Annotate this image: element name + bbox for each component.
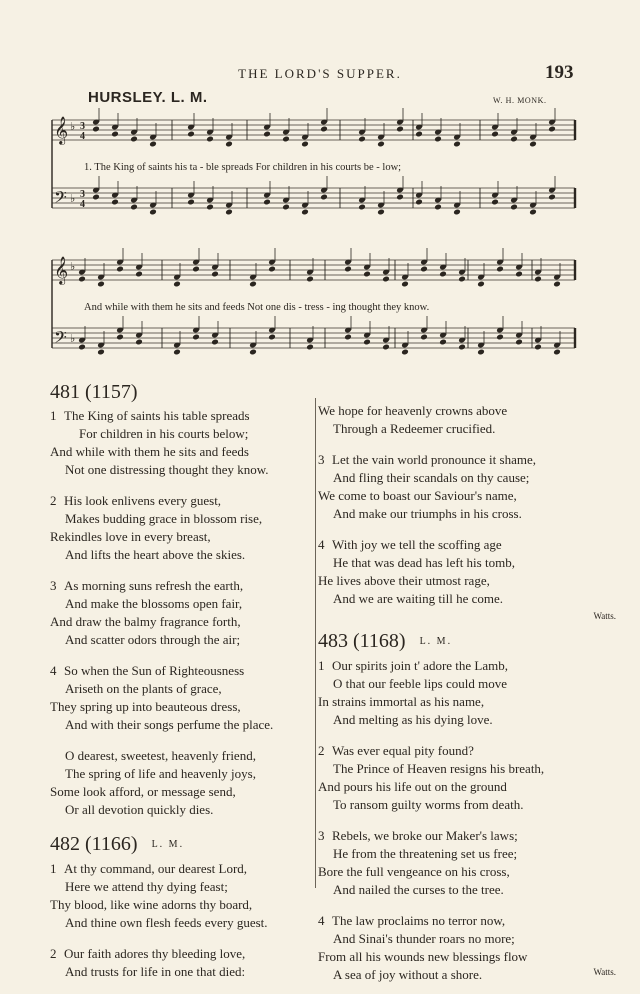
note-head — [344, 266, 352, 273]
note-head — [453, 141, 461, 148]
stanza-number: 3 — [318, 452, 325, 467]
stanza-number: 1 — [318, 658, 325, 673]
note-head — [263, 199, 271, 206]
note-head — [149, 209, 157, 216]
note-head — [206, 204, 214, 211]
note-head — [187, 131, 195, 138]
treble-clef-icon: 𝄞 — [54, 116, 69, 144]
note-head — [111, 131, 119, 138]
verse-line: And make the blossoms open fair, — [65, 596, 243, 611]
verse-line: Some look afford, or message send, — [50, 784, 236, 799]
stanza-number: 1 — [50, 408, 57, 423]
right-column — [318, 402, 618, 985]
note-head — [149, 141, 157, 148]
note-head — [225, 209, 233, 216]
note-head — [510, 136, 518, 143]
tune-name: HURSLEY. L. M. — [88, 89, 208, 106]
note-head — [496, 266, 504, 273]
note-head — [534, 344, 542, 351]
verse-line: As morning suns refresh the earth, — [64, 578, 244, 593]
note-head — [382, 344, 390, 351]
stanza — [50, 492, 350, 564]
stanza-number: 2 — [50, 946, 57, 961]
verse-line: Or all devotion quickly dies. — [65, 802, 214, 817]
note-head — [97, 281, 105, 288]
note-head — [453, 209, 461, 216]
hymn-482-continued — [318, 402, 618, 621]
verse-line: He from the threatening set us free; — [333, 846, 518, 861]
note-head — [401, 281, 409, 288]
note-head — [529, 209, 537, 216]
verse-line: We come to boast our Saviour's name, — [318, 488, 517, 503]
verse-line: Was ever equal pity found? — [332, 743, 474, 758]
note-head — [439, 271, 447, 278]
author-credit: Watts. — [593, 611, 616, 621]
hymn-481 — [50, 380, 350, 819]
time-signature: 3 — [80, 121, 85, 132]
note-head — [477, 281, 485, 288]
note-head — [358, 204, 366, 211]
verse-line: And we are waiting till he come. — [333, 591, 504, 606]
tune-lyric-line-1: 1. The King of saints his ta - ble spreads For children in his courts be - low; — [84, 162, 402, 173]
note-head — [116, 334, 124, 341]
verse-line: O that our feeble lips could move — [333, 676, 508, 691]
note-head — [187, 199, 195, 206]
note-head — [78, 276, 86, 283]
stanza-number: 2 — [50, 493, 57, 508]
note-head — [301, 209, 309, 216]
note-head — [434, 136, 442, 143]
note-head — [97, 349, 105, 356]
stanza — [318, 827, 618, 899]
stanza — [50, 407, 350, 479]
stanza — [50, 747, 350, 819]
verse-line: Not one distressing thought they know. — [65, 462, 269, 477]
hymn-number — [50, 832, 350, 857]
note-head — [301, 141, 309, 148]
note-head — [439, 339, 447, 346]
stanza — [318, 742, 618, 814]
note-head — [78, 344, 86, 351]
hymn-number — [50, 380, 350, 404]
verse-line: And scatter odors through the air; — [65, 632, 241, 647]
note-head — [211, 339, 219, 346]
verse-line: And pours his life out on the ground — [318, 779, 507, 794]
note-head — [130, 204, 138, 211]
verse-line: So when the Sun of Righteousness — [64, 663, 245, 678]
note-head — [415, 199, 423, 206]
hymn-number-text: 482 (1166) — [50, 833, 138, 855]
stanza-number: 4 — [318, 913, 325, 928]
verse-line: In strains immortal as his name, — [318, 694, 485, 709]
verse-line: Ariseth on the plants of grace, — [65, 681, 222, 696]
verse-line: From all his wounds new blessings flow — [318, 949, 528, 964]
stanza-number: 3 — [318, 828, 325, 843]
stanza-number: 3 — [50, 578, 57, 593]
stanza — [50, 945, 350, 981]
hymn-482 — [50, 832, 350, 981]
note-head — [377, 141, 385, 148]
stanza-number: 4 — [318, 537, 325, 552]
verse-line: A sea of joy without a shore. — [333, 967, 483, 982]
composer: W. H. MONK. — [493, 96, 547, 105]
verse-line: He that was dead has left his tomb, — [333, 555, 515, 570]
note-head — [553, 349, 561, 356]
verse-line: They spring up into beauteous dress, — [50, 699, 241, 714]
verse-line: And melting as his dying love. — [333, 712, 493, 727]
verse-line: His look enlivens every guest, — [64, 493, 222, 508]
note-head — [510, 204, 518, 211]
note-head — [515, 271, 523, 278]
note-head — [358, 136, 366, 143]
note-head — [344, 334, 352, 341]
note-head — [130, 136, 138, 143]
verse-line: We hope for heavenly crowns above — [318, 403, 508, 418]
verse-line: And with their songs perfume the place. — [65, 717, 274, 732]
stanza-number: 2 — [318, 743, 325, 758]
tune-lyric-line-2: And while with them he sits and feeds Not one dis - tress - ing thought they know. — [84, 302, 430, 313]
time-signature: 4 — [80, 131, 85, 142]
note-head — [548, 194, 556, 201]
note-head — [382, 276, 390, 283]
note-head — [458, 344, 466, 351]
note-head — [306, 276, 314, 283]
note-head — [268, 266, 276, 273]
note-head — [282, 136, 290, 143]
note-head — [306, 344, 314, 351]
hymn-number-text: 483 (1168) — [318, 630, 406, 652]
verse-line: O dearest, sweetest, heavenly friend, — [65, 748, 256, 763]
note-head — [211, 271, 219, 278]
verse-line: And lifts the heart above the skies. — [65, 547, 246, 562]
note-head — [491, 199, 499, 206]
note-head — [173, 349, 181, 356]
note-head — [249, 281, 257, 288]
note-head — [363, 271, 371, 278]
verse-line: The spring of life and heavenly joys, — [65, 766, 256, 781]
note-head — [515, 339, 523, 346]
author-credit: Watts. — [593, 967, 616, 977]
hymn-meter: L. M. — [419, 636, 453, 647]
treble-clef-icon: 𝄞 — [54, 256, 69, 284]
verse-line: To ransom guilty worms from death. — [333, 797, 524, 812]
flat-icon: ♭ — [70, 261, 76, 273]
note-head — [206, 136, 214, 143]
verse-line: At thy command, our dearest Lord, — [64, 861, 248, 876]
flat-icon: ♭ — [70, 121, 76, 133]
note-head — [135, 339, 143, 346]
hymn-number-text: 481 (1157) — [50, 381, 138, 403]
verse-line: And trusts for life in one that died: — [65, 964, 246, 979]
note-head — [282, 204, 290, 211]
note-head — [92, 126, 100, 133]
verse-line: For children in his courts below; — [79, 426, 249, 441]
stanza — [318, 536, 618, 608]
hymn-number — [318, 629, 618, 654]
note-head — [529, 141, 537, 148]
flat-icon: ♭ — [70, 193, 76, 205]
verse-line: And nailed the curses to the tree. — [333, 882, 504, 897]
verse-line: Through a Redeemer crucified. — [333, 421, 496, 436]
verse-line: He lives above their utmost rage, — [318, 573, 490, 588]
verse-line: Let the vain world pronounce it shame, — [332, 452, 536, 467]
note-head — [320, 126, 328, 133]
left-column — [50, 380, 350, 994]
note-head — [192, 334, 200, 341]
note-head — [263, 131, 271, 138]
note-head — [320, 194, 328, 201]
verse-line: And fling their scandals on thy cause; — [333, 470, 530, 485]
note-head — [111, 199, 119, 206]
verse-line: With joy we tell the scoffing age — [332, 537, 502, 552]
hymn-483 — [318, 629, 618, 982]
note-head — [534, 276, 542, 283]
note-head — [116, 266, 124, 273]
note-head — [363, 339, 371, 346]
note-head — [192, 266, 200, 273]
note-head — [420, 266, 428, 273]
stanza — [50, 860, 350, 932]
verse-line: The law proclaims no terror now, — [332, 913, 506, 928]
verse-line: And thine own flesh feeds every guest. — [65, 915, 268, 930]
flat-icon: ♭ — [70, 333, 76, 345]
note-head — [548, 126, 556, 133]
note-head — [496, 334, 504, 341]
verse-line: Thy blood, like wine adorns thy board, — [50, 897, 253, 912]
verse-line: Our spirits join t' adore the Lamb, — [332, 658, 509, 673]
note-head — [491, 131, 499, 138]
verse-line: And Sinai's thunder roars no more; — [333, 931, 515, 946]
verse-line: And draw the balmy fragrance forth, — [50, 614, 241, 629]
verse-line: And while with them he sits and feeds — [50, 444, 249, 459]
hymn-meter: L. M. — [151, 839, 185, 850]
note-head — [434, 204, 442, 211]
bass-clef-icon: 𝄢 — [54, 187, 67, 211]
time-signature: 4 — [80, 199, 85, 210]
stanza-number: 4 — [50, 663, 57, 678]
note-head — [173, 281, 181, 288]
verse-line: Here we attend thy dying feast; — [65, 879, 228, 894]
verse-line: The Prince of Heaven resigns his breath, — [333, 761, 545, 776]
note-head — [268, 334, 276, 341]
stanza — [50, 577, 350, 649]
note-head — [420, 334, 428, 341]
bass-clef-icon: 𝄢 — [54, 327, 67, 351]
note-head — [249, 349, 257, 356]
time-signature: 3 — [80, 189, 85, 200]
stanza — [318, 402, 618, 438]
note-head — [377, 209, 385, 216]
stanza — [318, 451, 618, 523]
verse-line: The King of saints his table spreads — [64, 408, 250, 423]
note-head — [553, 281, 561, 288]
verse-line: Bore the full vengeance on his cross, — [318, 864, 510, 879]
note-head — [477, 349, 485, 356]
note-head — [401, 349, 409, 356]
page-number: 193 — [545, 62, 574, 83]
note-head — [396, 194, 404, 201]
note-head — [458, 276, 466, 283]
verse-line: Rebels, we broke our Maker's laws; — [332, 828, 518, 843]
note-head — [415, 131, 423, 138]
verse-line: Makes budding grace in blossom rise, — [65, 511, 263, 526]
verse-line: Our faith adores thy bleeding love, — [64, 946, 246, 961]
running-title: THE LORD'S SUPPER. — [238, 66, 402, 81]
stanza — [318, 657, 618, 729]
note-head — [92, 194, 100, 201]
verse-line: Rekindles love in every breast, — [50, 529, 211, 544]
stanza-number: 1 — [50, 861, 57, 876]
verse-line: And make our triumphs in his cross. — [333, 506, 522, 521]
note-head — [135, 271, 143, 278]
stanza — [50, 662, 350, 734]
note-head — [396, 126, 404, 133]
note-head — [225, 141, 233, 148]
